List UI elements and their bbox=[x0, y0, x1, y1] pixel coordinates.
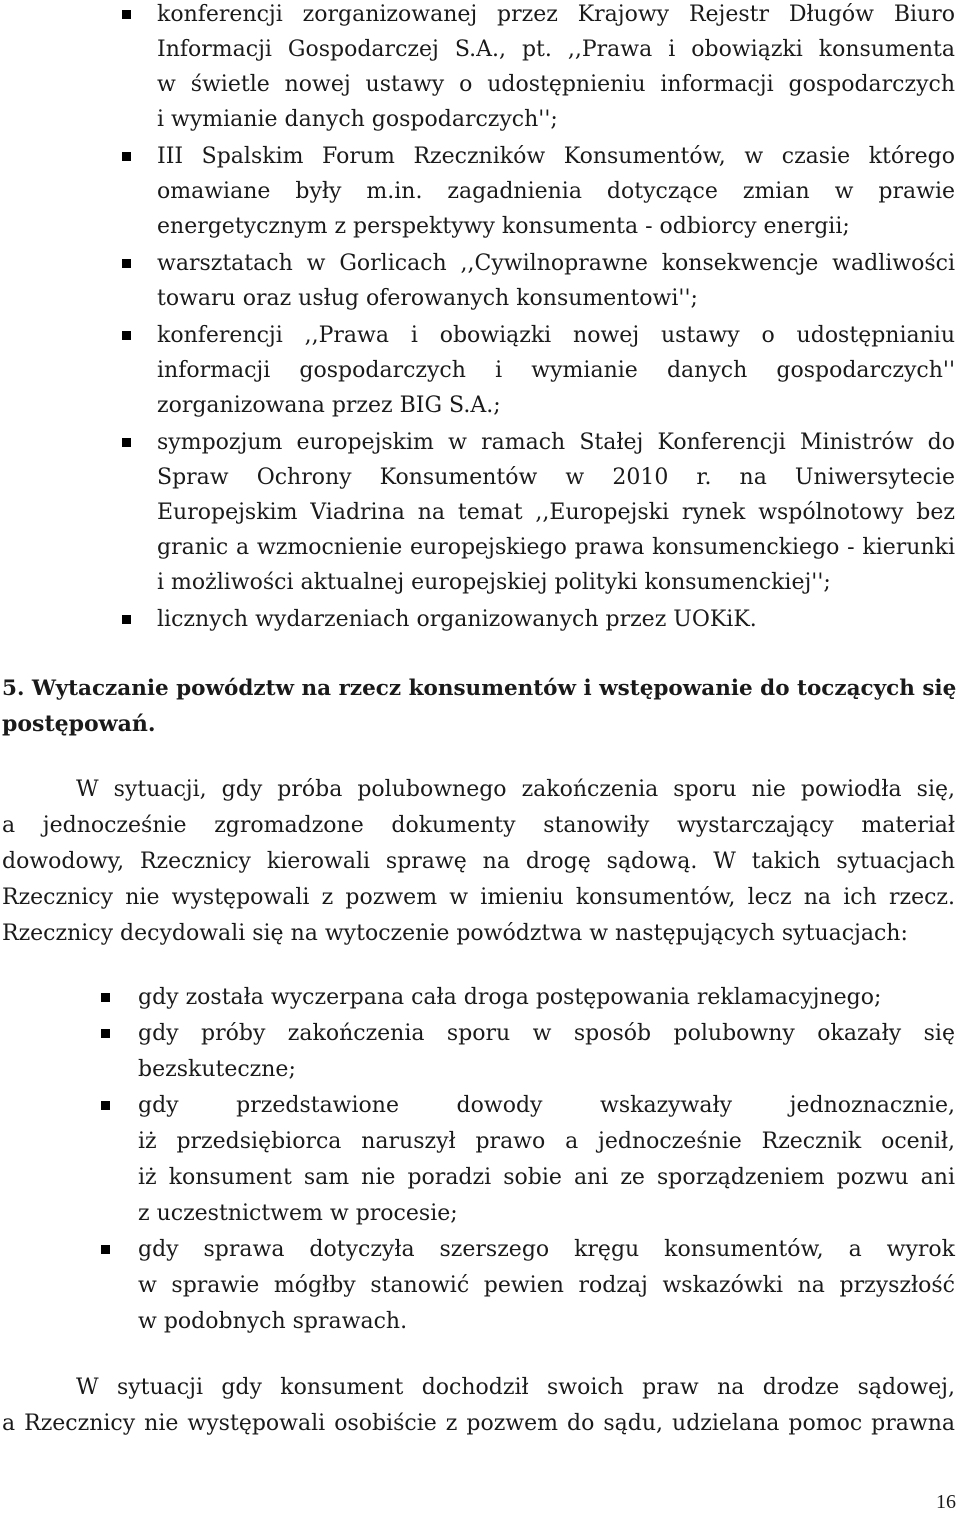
list-item-line: energetycznym z perspektywy konsumenta - odbiorcy energii; bbox=[157, 214, 850, 239]
bullet-square-icon bbox=[101, 1101, 110, 1110]
list-item-line: gdy próby zakończenia sporu w sposób polubowny okazały się bbox=[138, 1021, 955, 1046]
list-item-line: gdy sprawa dotyczyła szerszego kręgu konsumentów, a wyrok bbox=[138, 1237, 955, 1262]
bullet-square-icon bbox=[122, 438, 131, 447]
list-item-line: w podobnych sprawach. bbox=[138, 1309, 408, 1334]
list-item-line: Informacji Gospodarczej S.A., pt. ,,Prawa i obowiązki konsumenta bbox=[157, 37, 955, 62]
bullet-square-icon bbox=[122, 259, 131, 268]
paragraph-line: Rzecznicy nie występowali z pozwem w imieniu konsumentów, lecz na ich rzecz. bbox=[2, 885, 955, 910]
list-item-line: zorganizowana przez BIG S.A.; bbox=[157, 393, 501, 418]
paragraph-line: Rzecznicy decydowali się na wytoczenie powództwa w następujących sytuacjach: bbox=[2, 921, 908, 946]
list-item-line: gdy została wyczerpana cała droga postępowania reklamacyjnego; bbox=[138, 985, 882, 1010]
bullet-square-icon bbox=[122, 331, 131, 340]
list-item-line: warsztatach w Gorlicach ,,Cywilnoprawne konsekwencje wadliwości bbox=[157, 251, 955, 276]
paragraph-line: W sytuacji gdy konsument dochodził swoich praw na drodze sądowej, bbox=[76, 1375, 955, 1400]
list-item-line: i wymianie danych gospodarczych''; bbox=[157, 107, 558, 132]
paragraph-line: a jednocześnie zgromadzone dokumenty stanowiły wystarczający materiał bbox=[2, 813, 955, 838]
bullet-square-icon bbox=[122, 152, 131, 161]
bullet-square-icon bbox=[122, 615, 131, 624]
list-item-line: Europejskim Viadrina na temat ,,Europejski rynek wspólnotowy bez bbox=[157, 500, 955, 525]
section-heading-line: postępowań. bbox=[2, 711, 156, 737]
list-item-line: informacji gospodarczych i wymianie danych gospodarczych'' bbox=[157, 358, 955, 383]
list-item-line: w sprawie mógłby stanowić pewien rodzaj wskazówki na przyszłość bbox=[138, 1273, 955, 1298]
paragraph-line: W sytuacji, gdy próba polubownego zakończenia sporu nie powiodła się, bbox=[76, 777, 955, 802]
list-item-line: III Spalskim Forum Rzeczników Konsumentów, w czasie którego bbox=[157, 144, 955, 169]
list-item-line: sympozjum europejskim w ramach Stałej Konferencji Ministrów do bbox=[157, 430, 955, 455]
list-item-line: w świetle nowej ustawy o udostępnieniu informacji gospodarczych bbox=[157, 72, 955, 97]
list-item-line: Spraw Ochrony Konsumentów w 2010 r. na Uniwersytecie bbox=[157, 465, 955, 490]
page-number: 16 bbox=[936, 1491, 956, 1513]
list-item-line: towaru oraz usług oferowanych konsumentowi''; bbox=[157, 286, 698, 311]
list-item-line: gdy przedstawione dowody wskazywały jednoznacznie, bbox=[138, 1093, 955, 1118]
list-item-line: i możliwości aktualnej europejskiej polityki konsumenckiej''; bbox=[157, 570, 831, 595]
bullet-square-icon bbox=[101, 1029, 110, 1038]
paragraph-line: dowodowy, Rzecznicy kierowali sprawę na drogę sądową. W takich sytuacjach bbox=[2, 849, 955, 874]
bullet-square-icon bbox=[101, 1245, 110, 1254]
list-item-line: z uczestnictwem w procesie; bbox=[138, 1201, 458, 1226]
list-item-line: bezskuteczne; bbox=[138, 1057, 296, 1082]
list-item-line: iż konsument sam nie poradzi sobie ani ze sporządzeniem pozwu ani bbox=[138, 1165, 955, 1190]
list-item-line: iż przedsiębiorca naruszył prawo a jednocześnie Rzecznik ocenił, bbox=[138, 1129, 955, 1154]
section-heading-line: 5. Wytaczanie powództw na rzecz konsumentów i wstępowanie do toczących się bbox=[2, 676, 957, 701]
list-item-line: granic a wzmocnienie europejskiego prawa konsumenckiego - kierunki bbox=[157, 535, 955, 560]
list-item-line: omawiane były m.in. zagadnienia dotyczące zmian w prawie bbox=[157, 179, 955, 204]
list-item-line: licznych wydarzeniach organizowanych przez UOKiK. bbox=[157, 607, 757, 632]
bullet-square-icon bbox=[101, 993, 110, 1002]
list-item-line: konferencji ,,Prawa i obowiązki nowej ustawy o udostępnianiu bbox=[157, 323, 955, 348]
paragraph-line: a Rzecznicy nie występowali osobiście z pozwem do sądu, udzielana pomoc prawna bbox=[2, 1411, 955, 1436]
list-item-line: konferencji zorganizowanej przez Krajowy Rejestr Długów Biuro bbox=[157, 2, 955, 27]
bullet-square-icon bbox=[122, 10, 131, 19]
